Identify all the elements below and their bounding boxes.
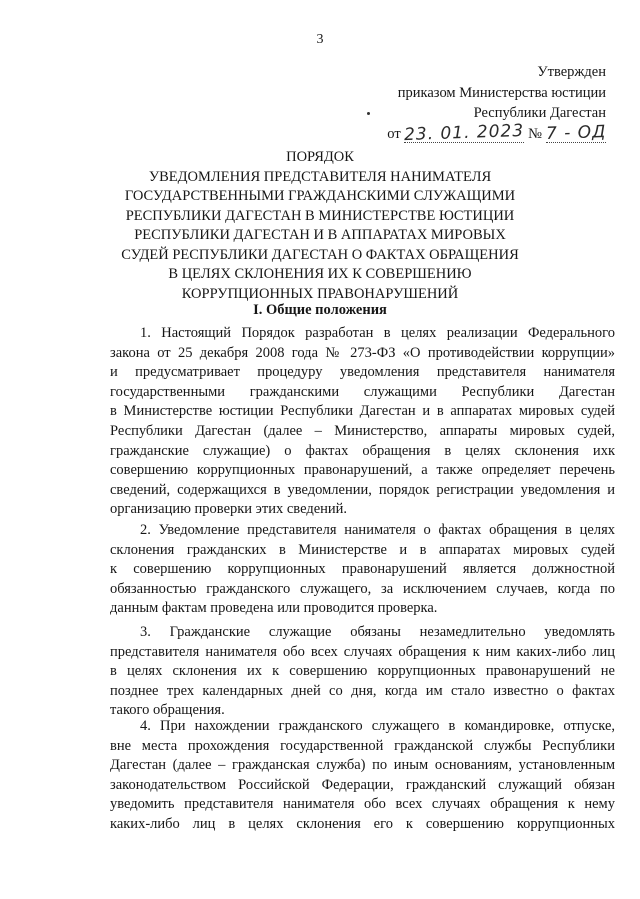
- paragraph-line: 3. Гражданские служащие обязаны незамедлительно уведомлять: [140, 624, 615, 640]
- paragraph-line: 2. Уведомление представителя нанимателя о фактах обращения в целях: [140, 522, 615, 538]
- number-sign: №: [528, 125, 542, 142]
- paragraph-3: [110, 623, 615, 721]
- paragraph-line: гражданские служащие) о фактах обращения в целях склонения ихк: [110, 442, 615, 459]
- paragraph-line: Республики Дагестан (далее – Министерство, аппараты мировых судей,: [110, 422, 615, 439]
- paragraph-line: закона от 25 декабря 2008 года № 273-ФЗ «О противодействии коррупции»: [110, 344, 615, 361]
- paragraph-line: 1. Настоящий Порядок разработан в целях реализации Федерального: [140, 325, 615, 341]
- paragraph-line: вне места прохождения государственной гражданской службы Республики: [110, 737, 615, 754]
- page-number: 3: [316, 32, 324, 47]
- paragraph-line: к совершению коррупционных правонарушений является должностной: [110, 561, 615, 578]
- paragraph-line: и предусматривает процедуру уведомления представителя нанимателя: [110, 364, 615, 381]
- handwritten-date: 23. 01. 2023: [404, 120, 525, 145]
- title-line: СУДЕЙ РЕСПУБЛИКИ ДАГЕСТАН О ФАКТАХ ОБРАЩЕНИЯ: [121, 246, 519, 263]
- paragraph-line: представителя нанимателя обо всех случаях обращения к ним каких-либо лиц: [110, 643, 615, 660]
- paragraph-line: в Министерстве юстиции Республики Дагестан и в аппаратах мировых судей: [110, 403, 615, 420]
- approval-line-republic: Республики Дагестан: [473, 105, 606, 121]
- stray-mark: [367, 112, 370, 115]
- title-line: КОРРУПЦИОННЫХ ПРАВОНАРУШЕНИЙ: [181, 285, 459, 302]
- title-line: РЕСПУБЛИКИ ДАГЕСТАН В МИНИСТЕРСТВЕ ЮСТИЦИИ: [125, 207, 515, 224]
- paragraph-line: данным фактам проведена или проводится проверка.: [110, 600, 438, 617]
- paragraph-line: Дагестан (далее – гражданская служба) по иным основаниям, установленным: [110, 757, 615, 774]
- paragraph-2: [110, 521, 615, 619]
- paragraph-line: 4. При нахождении гражданского служащего в командировке, отпуске,: [140, 718, 615, 734]
- paragraph-line: позднее трех календарных дней со дня, когда им стало известно о фактах: [110, 682, 615, 699]
- document-title: [0, 148, 640, 304]
- title-line: В ЦЕЛЯХ СКЛОНЕНИЯ ИХ К СОВЕРШЕНИЮ: [168, 266, 472, 282]
- approval-line-order: приказом Министерства юстиции: [397, 84, 606, 101]
- paragraph-line: совершению коррупционных правонарушений, а также определяет перечень: [110, 462, 615, 479]
- paragraph-line: государственными гражданскими служащими Республики Дагестан: [110, 383, 615, 400]
- paragraph-line: законодательством Российской Федерации, гражданский служащий обязан: [110, 776, 615, 793]
- paragraph-line: уведомить представителя нанимателя обо всех случаях обращения к нему: [110, 796, 615, 813]
- paragraph-line: организацию проверки этих сведений.: [110, 501, 348, 518]
- approval-stamp-block: [387, 62, 606, 144]
- paragraph-1: [110, 324, 615, 520]
- title-line: ГОСУДАРСТВЕННЫМИ ГРАЖДАНСКИМИ СЛУЖАЩИМИ: [124, 188, 516, 204]
- section-heading: I. Общие положения: [253, 302, 387, 318]
- title-line: ПОРЯДОК: [286, 149, 354, 165]
- paragraph-line: сведений, содержащихся в уведомлении, порядок регистрации уведомления и: [110, 481, 615, 498]
- approval-date-line: [387, 120, 607, 145]
- title-line: УВЕДОМЛЕНИЯ ПРЕДСТАВИТЕЛЯ НАНИМАТЕЛЯ: [148, 168, 492, 185]
- date-prefix: от: [387, 125, 401, 142]
- paragraph-line: обязанностью гражданского служащего, за исключением случаев, когда по: [110, 580, 615, 597]
- paragraph-line: в целях склонения их к совершению коррупционных правонарушений не: [110, 663, 615, 680]
- handwritten-order-number: 7 - ОД: [545, 121, 607, 144]
- paragraph-line: каких-либо лиц в целях склонения его к совершению коррупционных: [110, 815, 615, 832]
- title-line: РЕСПУБЛИКИ ДАГЕСТАН И В АППАРАТАХ МИРОВЫХ: [134, 227, 506, 243]
- paragraph-4: [110, 717, 615, 835]
- paragraph-line: такого обращения.: [110, 702, 225, 719]
- approval-line-approved: Утвержден: [537, 64, 606, 80]
- paragraph-line: склонения гражданских в Министерстве и в аппаратах мировых судей: [110, 541, 615, 558]
